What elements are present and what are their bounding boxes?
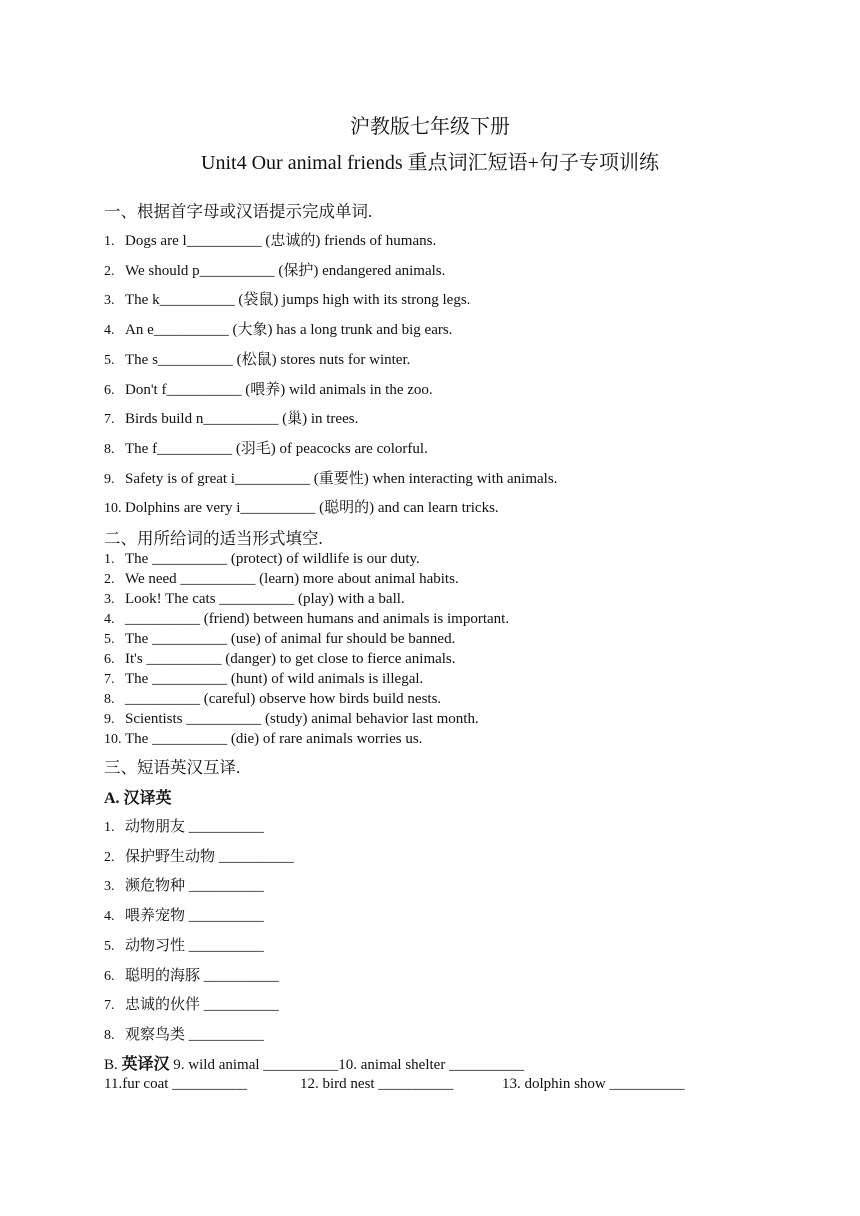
item-text: Don't f__________ (喂养) wild animals in the zoo. <box>125 381 433 398</box>
item-number: 7. <box>104 412 115 428</box>
item-number: 8. <box>104 1027 115 1043</box>
item-number: 4. <box>104 612 115 627</box>
item-text: 聪明的海豚 __________ <box>125 967 279 984</box>
section3-heading: 三、短语英汉互译. <box>104 758 241 777</box>
item-text: The k__________ (袋鼠) jumps high with its strong legs. <box>125 292 471 309</box>
section1-heading: 一、根据首字母或汉语提示完成单词. <box>104 202 373 221</box>
item-number: 2. <box>104 263 115 279</box>
exercise-item <box>104 551 420 568</box>
part-b-item-12: 12. bird nest __________ <box>300 1076 454 1092</box>
exercise-item <box>104 711 479 728</box>
item-text: An e__________ (大象) has a long trunk and big ears. <box>125 322 453 339</box>
item-number: 4. <box>104 323 115 339</box>
exercise-item <box>104 691 441 708</box>
item-text: 观察鸟类 __________ <box>125 1026 264 1043</box>
item-text: 动物朋友 __________ <box>125 819 264 835</box>
item-text: It's __________ (danger) to get close to fierce animals. <box>125 651 456 667</box>
exercise-item <box>104 437 428 458</box>
item-text: __________ (friend) between humans and animals is important. <box>125 611 510 627</box>
item-text: The __________ (protect) of wildlife is our duty. <box>125 551 420 567</box>
item-number: 5. <box>104 352 115 368</box>
item-text: The f__________ (羽毛) of peacocks are colorful. <box>125 440 428 457</box>
part-b-row-1 <box>104 1051 524 1074</box>
part-b-prefix: B. <box>104 1057 122 1073</box>
item-number: 7. <box>104 672 115 687</box>
item-number: 6. <box>104 382 115 398</box>
exercise-item <box>104 631 455 648</box>
item-number: 8. <box>104 692 115 707</box>
exercise-item <box>104 904 264 925</box>
exercise-item <box>104 318 452 339</box>
item-text: The __________ (die) of rare animals worries us. <box>125 731 423 747</box>
part-a-label: A. 汉译英 <box>104 790 172 807</box>
title-line-2: Unit4 Our animal friends 重点词汇短语+句子专项训练 <box>201 152 659 174</box>
item-number: 7. <box>104 998 115 1014</box>
exercise-item <box>104 229 436 250</box>
item-text: Dolphins are very i__________ (聪明的) and can learn tricks. <box>125 500 499 517</box>
exercise-item <box>104 467 557 488</box>
exercise-item <box>104 671 423 688</box>
part-b-item-11: 11.fur coat __________ <box>104 1076 248 1092</box>
item-number: 8. <box>104 441 115 457</box>
item-number: 10. <box>104 501 122 517</box>
section2-heading: 二、用所给词的适当形式填空. <box>104 529 323 548</box>
exercise-item <box>104 934 264 955</box>
title-line-1: 沪教版七年级下册 <box>350 116 510 138</box>
item-number: 1. <box>104 820 115 835</box>
item-number: 6. <box>104 652 115 667</box>
exercise-item <box>104 407 358 428</box>
item-number: 5. <box>104 938 115 954</box>
exercise-item <box>104 815 264 836</box>
item-number: 1. <box>104 552 115 567</box>
part-b-item-13: 13. dolphin show __________ <box>502 1076 685 1092</box>
exercise-item <box>104 348 410 369</box>
item-text: We should p__________ (保护) endangered animals. <box>125 262 446 279</box>
exercise-item <box>104 496 499 517</box>
item-number: 3. <box>104 293 115 309</box>
item-number: 3. <box>104 879 115 895</box>
part-b-row-2 <box>104 1076 685 1093</box>
item-text: 忠诚的伙伴 __________ <box>125 997 279 1014</box>
exercise-item <box>104 288 470 309</box>
item-number: 2. <box>104 849 115 865</box>
exercise-item <box>104 874 264 895</box>
item-number: 9. <box>104 471 115 487</box>
item-number: 1. <box>104 234 115 249</box>
item-number: 4. <box>104 909 115 925</box>
item-number: 9. <box>104 712 115 727</box>
item-number: 3. <box>104 592 115 607</box>
item-text: Dogs are l__________ (忠诚的) friends of humans. <box>125 233 437 249</box>
item-text: The __________ (use) of animal fur should be banned. <box>125 631 456 647</box>
item-text: The __________ (hunt) of wild animals is illegal. <box>125 671 424 687</box>
exercise-item <box>104 259 445 280</box>
item-text: 喂养宠物 __________ <box>125 908 264 925</box>
item-number: 10. <box>104 732 122 747</box>
exercise-item <box>104 591 405 608</box>
item-text: Scientists __________ (study) animal behavior last month. <box>125 711 479 727</box>
item-text: The s__________ (松鼠) stores nuts for winter. <box>125 351 411 368</box>
item-text: __________ (careful) observe how birds build nests. <box>125 691 442 707</box>
item-text: Safety is of great i__________ (重要性) when interacting with animals. <box>125 470 558 487</box>
item-number: 6. <box>104 968 115 984</box>
item-text: We need __________ (learn) more about animal habits. <box>125 571 459 587</box>
item-text: 动物习性 __________ <box>125 937 264 954</box>
item-text: 保护野生动物 __________ <box>125 848 294 865</box>
item-text: Birds build n__________ (巢) in trees. <box>125 411 359 428</box>
exercise-item <box>104 993 279 1014</box>
item-text: Look! The cats __________ (play) with a ball. <box>125 591 405 607</box>
exercise-item <box>104 651 456 668</box>
exercise-item <box>104 731 422 748</box>
item-number: 5. <box>104 632 115 647</box>
exercise-item <box>104 845 294 866</box>
exercise-item <box>104 964 279 985</box>
part-b-label: 英译汉 <box>121 1056 170 1073</box>
exercise-item <box>104 571 459 588</box>
item-text: 濒危物种 __________ <box>125 878 264 895</box>
exercise-item <box>104 1023 264 1044</box>
part-b-items-9-10: 9. wild animal __________10. animal shelter __________ <box>169 1057 525 1073</box>
exercise-item <box>104 611 509 628</box>
exercise-item <box>104 378 433 399</box>
item-number: 2. <box>104 572 115 587</box>
